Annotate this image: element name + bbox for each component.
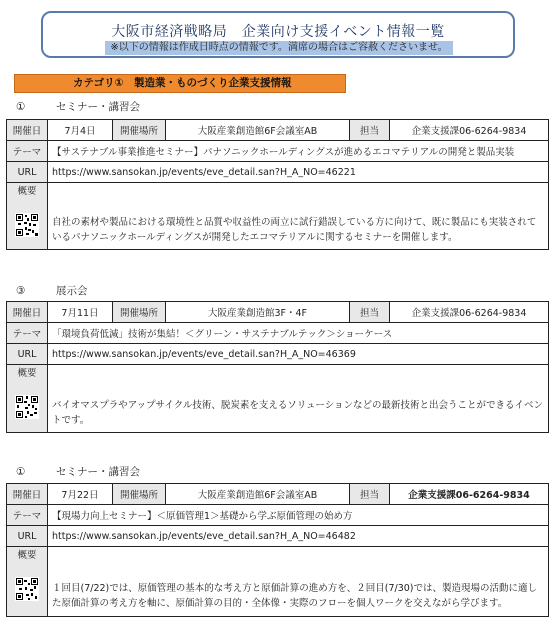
event-section-title xyxy=(16,283,88,298)
overview-label: 概要 xyxy=(17,368,37,379)
event-overview: １回目(7/22)では、原価管理の基本的な考え方と原価計算の進め方を、２回目(7/30)では、製造現場の活動に適した原価計算の考え方を軸に、原価計算の目的・全体像・実際のフローを個人ワークを交えながら学びます。 xyxy=(48,547,549,617)
event-theme: 【サステナブル事業推進セミナー】パナソニックホールディングスが進めるエコマテリアルの開発と製品実装 xyxy=(48,141,549,162)
venue-label: 開催場所 xyxy=(113,120,166,141)
event-section-title xyxy=(16,99,140,114)
contact-label: 担当 xyxy=(350,484,390,505)
theme-label: テーマ xyxy=(7,141,48,162)
event-number: ① xyxy=(16,466,26,478)
overview-label: 概要 xyxy=(17,550,37,561)
contact-label: 担当 xyxy=(350,120,390,141)
event-overview: 自社の素材や製品における環境性と品質や収益性の両立に試行錯誤している方に向けて、既に製品にも実装されているパナソニックホールディングスが開発したエコマテリアルに関するセミナーを開催します。 xyxy=(48,183,549,250)
event-theme: 「環境負荷低減」技術が集結！＜グリーン・サステナブルテック＞ショーケース xyxy=(48,323,549,344)
qr-code-icon[interactable] xyxy=(15,213,39,237)
qr-code-icon[interactable] xyxy=(15,577,39,601)
event-url-link[interactable]: https://www.sansokan.jp/events/eve_detail.san?H_A_NO=46221 xyxy=(48,162,549,183)
category-heading: カテゴリ① 製造業・ものづくり企業支援情報 xyxy=(14,74,346,93)
event-type: セミナー・講習会 xyxy=(56,101,140,113)
event-date: 7月22日 xyxy=(48,484,113,505)
event-venue: 大阪産業創造館6F会議室AB xyxy=(166,120,350,141)
event-date: 7月4日 xyxy=(48,120,113,141)
venue-label: 開催場所 xyxy=(113,302,166,323)
event-section-title xyxy=(16,464,140,479)
url-label: URL xyxy=(7,526,48,547)
event-url-link[interactable]: https://www.sansokan.jp/events/eve_detail.san?H_A_NO=46369 xyxy=(48,344,549,365)
event-contact: 企業支援課06-6264-9834 xyxy=(390,120,549,141)
theme-label: テーマ xyxy=(7,323,48,344)
page-title: 大阪市経済戦略局 企業向け支援イベント情報一覧 xyxy=(111,24,445,40)
event-contact: 企業支援課06-6264-9834 xyxy=(390,302,549,323)
date-label: 開催日 xyxy=(7,484,48,505)
qr-code-icon[interactable] xyxy=(15,395,39,419)
event-number: ③ xyxy=(16,285,26,297)
event-venue: 大阪産業創造館3F・4F xyxy=(166,302,350,323)
date-label: 開催日 xyxy=(7,120,48,141)
event-table xyxy=(6,483,549,617)
url-label: URL xyxy=(7,344,48,365)
event-theme: 【現場力向上セミナー】＜原価管理1＞基礎から学ぶ原価管理の始め方 xyxy=(48,505,549,526)
event-table xyxy=(6,301,549,433)
theme-label: テーマ xyxy=(7,505,48,526)
overview-cell xyxy=(7,547,48,617)
event-venue: 大阪産業創造館6F会議室AB xyxy=(166,484,350,505)
url-label: URL xyxy=(7,162,48,183)
event-overview: バイオマスプラやアップサイクル技術、脱炭素を支えるソリューションなどの最新技術と出会うことができるイベントです。 xyxy=(48,365,549,433)
event-type: セミナー・講習会 xyxy=(56,466,140,478)
header-note: ※以下の情報は作成日時点の情報です。満席の場合はご容赦くださいませ。 xyxy=(105,41,453,55)
overview-label: 概要 xyxy=(17,186,37,197)
event-url-link[interactable]: https://www.sansokan.jp/events/eve_detail.san?H_A_NO=46482 xyxy=(48,526,549,547)
event-type: 展示会 xyxy=(56,285,88,297)
venue-label: 開催場所 xyxy=(113,484,166,505)
event-number: ① xyxy=(16,101,26,113)
event-table xyxy=(6,119,549,250)
overview-cell xyxy=(7,183,48,250)
date-label: 開催日 xyxy=(7,302,48,323)
overview-cell xyxy=(7,365,48,433)
event-contact: 企業支援課06-6264-9834 xyxy=(390,484,549,505)
contact-label: 担当 xyxy=(350,302,390,323)
header-box xyxy=(41,11,515,58)
event-date: 7月11日 xyxy=(48,302,113,323)
